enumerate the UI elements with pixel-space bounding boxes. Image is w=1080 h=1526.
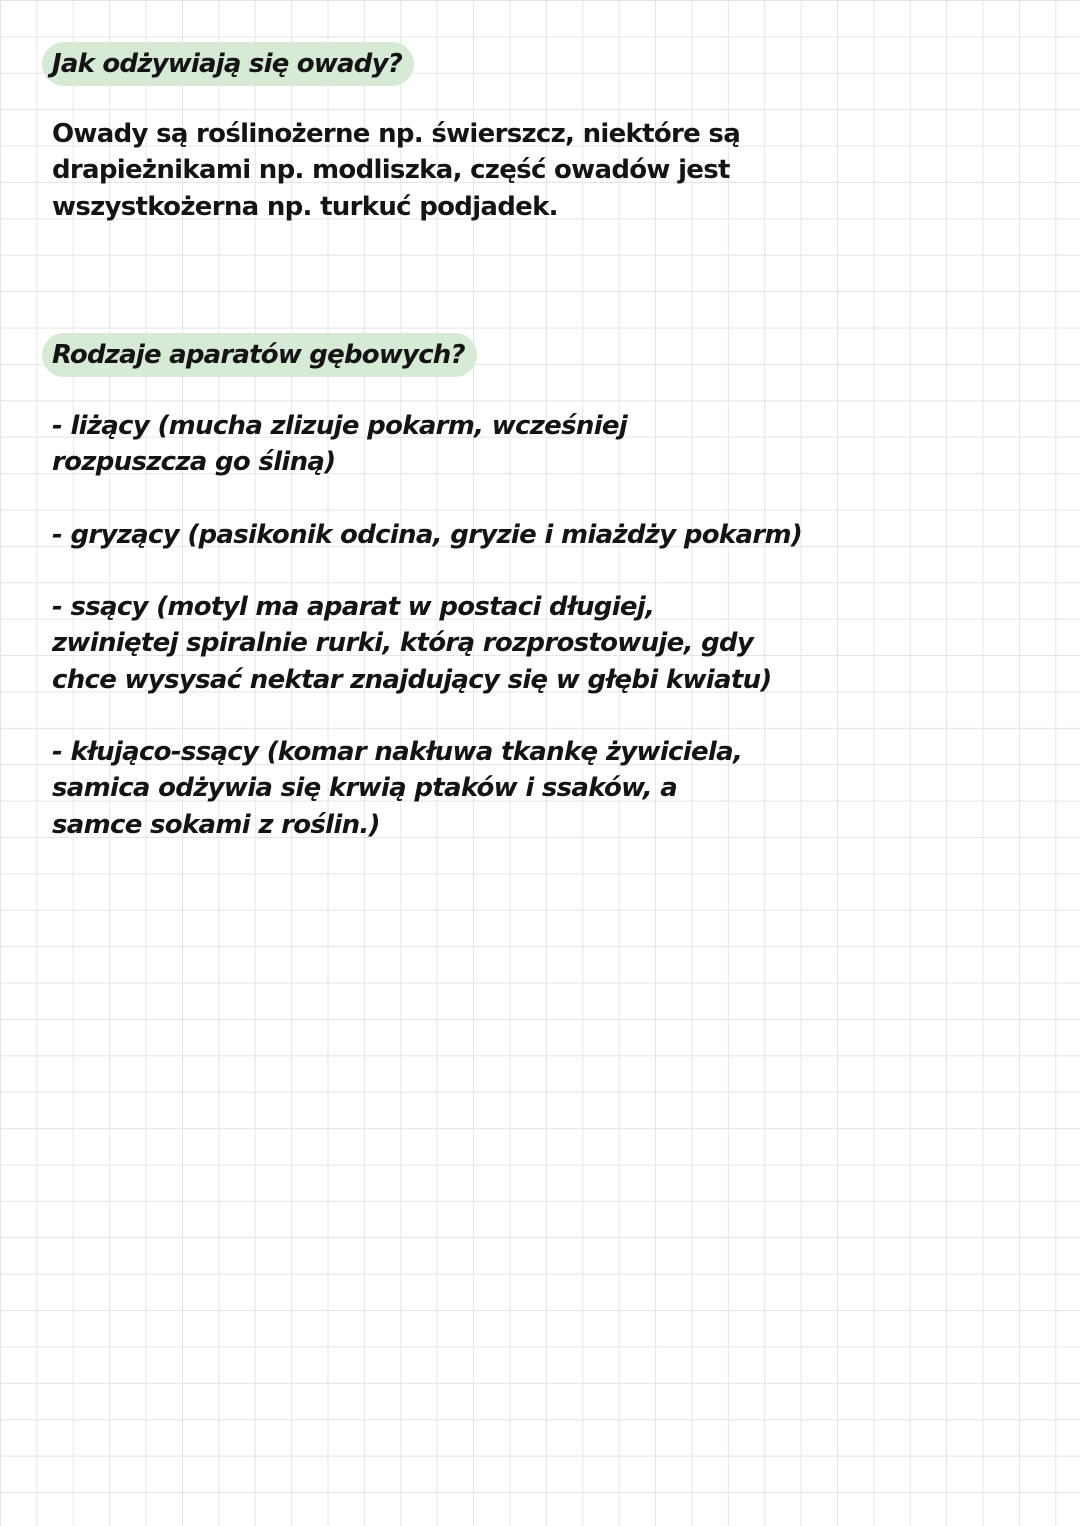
list-item-line: - ssący (motyl ma aparat w postaci długiej, xyxy=(52,592,655,622)
heading-mouthpart-types xyxy=(42,333,477,377)
heading-text: Jak odżywiają się owady? xyxy=(52,49,403,79)
list-item-line: - gryzący (pasikonik odcina, gryzie i miażdży pokarm) xyxy=(52,520,803,550)
list-item-line: - kłująco-ssący (komar nakłuwa tkankę żywiciela, xyxy=(52,737,743,767)
heading-insect-feeding xyxy=(42,42,414,86)
list-item-piercing-sucking xyxy=(52,734,742,843)
list-item-line: zwiniętej spiralnie rurki, którą rozprostowuje, gdy xyxy=(52,628,754,659)
paragraph-line: Owady są roślinożerne np. świerszcz, niektóre są xyxy=(52,119,741,149)
paragraph-feeding-types xyxy=(52,116,740,225)
list-item-chewing xyxy=(52,517,802,553)
list-item-licking xyxy=(52,408,627,481)
paragraph-line: wszystkożerna np. turkuć podjadek. xyxy=(52,191,558,222)
list-item-line: - liżący (mucha zlizuje pokarm, wcześniej xyxy=(52,411,628,441)
heading-text: Rodzaje aparatów gębowych? xyxy=(52,340,465,370)
list-item-line: samce sokami z roślin.) xyxy=(52,809,380,840)
paragraph-line: drapieżnikami np. modliszka, część owadów jest xyxy=(52,155,730,186)
list-item-line: samica odżywia się krwią ptaków i ssaków, a xyxy=(52,773,678,804)
list-item-line: rozpuszcza go śliną) xyxy=(52,447,336,478)
list-item-line: chce wysysać nektar znajdujący się w głębi kwiatu) xyxy=(52,664,772,695)
list-item-sucking xyxy=(52,589,772,698)
